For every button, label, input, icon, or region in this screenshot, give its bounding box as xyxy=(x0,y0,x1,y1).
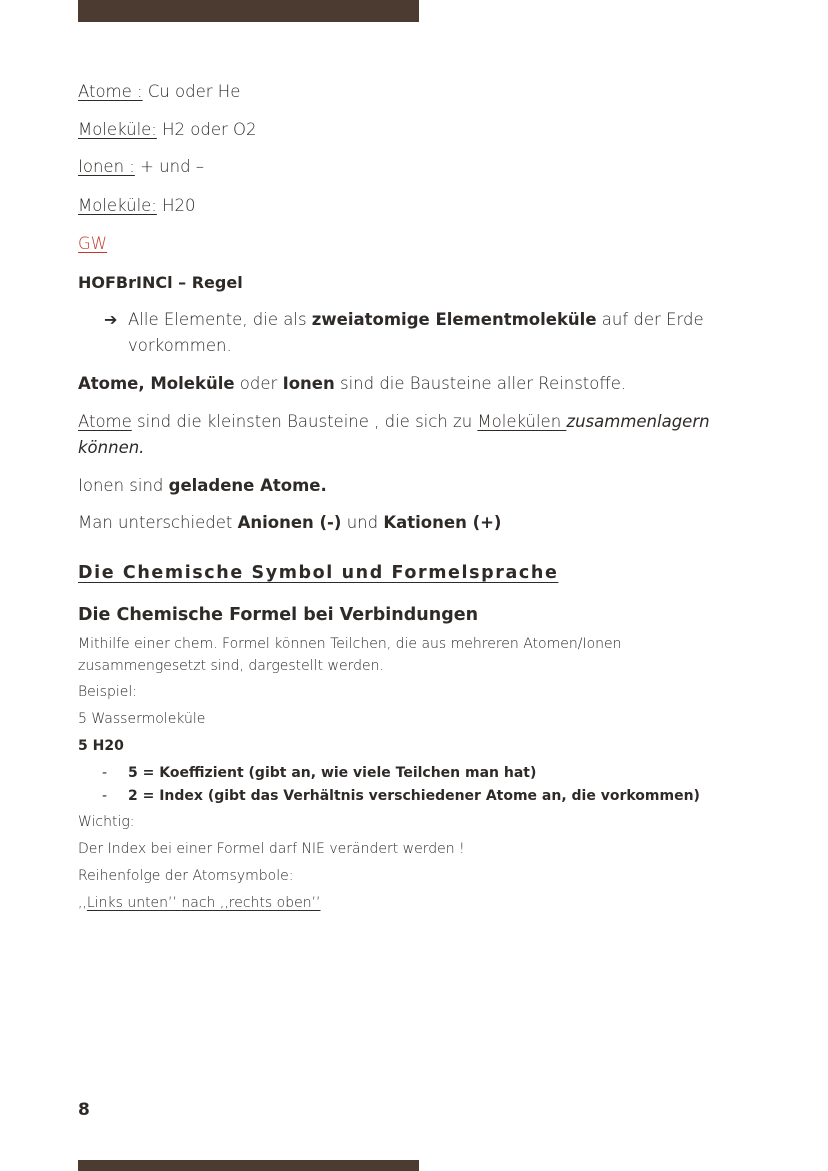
index-note: Der Index bei einer Formel darf NIE verändert werden ! xyxy=(78,841,465,857)
formula-example: 5 H20 xyxy=(78,738,124,754)
atome-sentence-line2: können. xyxy=(78,438,145,457)
formula-description-line2: zusammengesetzt sind, dargestellt werden. xyxy=(78,658,384,674)
arrow-statement-line1: Alle Elemente, die als zweiatomige Elementmoleküle auf der Erde xyxy=(128,310,704,329)
bausteine-sentence: Atome, Moleküle oder Ionen sind die Bausteine aller Reinstoffe. xyxy=(78,374,627,393)
definition-molekuele: Moleküle: H2 oder O2 xyxy=(78,120,257,139)
formula-description-line1: Mithilfe einer chem. Formel können Teilchen, die aus mehreren Atomen/Ionen xyxy=(78,636,622,652)
section-heading: Die Chemische Symbol und Formelsprache xyxy=(78,563,559,583)
arrow-statement-line2: vorkommen. xyxy=(128,336,232,355)
example-text: 5 Wassermoleküle xyxy=(78,711,206,727)
page-number: 8 xyxy=(78,1100,90,1120)
subsection-heading: Die Chemische Formel bei Verbindungen xyxy=(78,605,479,625)
header-bar xyxy=(78,0,419,22)
bullet-koeffizient: 5 = Koeffizient (gibt an, wie viele Teilchen man hat) xyxy=(128,765,537,781)
bullet-index: 2 = Index (gibt das Verhältnis verschiedener Atome an, die vorkommen) xyxy=(128,788,700,804)
footer-bar xyxy=(78,1160,419,1171)
beispiel-label: Beispiel: xyxy=(78,684,137,700)
reihenfolge-rule: ,,Links unten’’ nach ,,rechts oben’’ xyxy=(78,895,321,911)
bullet-dash: - xyxy=(102,788,108,804)
anionen-kationen-sentence: Man unterschiedet Anionen (-) und Kationen (+) xyxy=(78,513,502,532)
bullet-dash: - xyxy=(102,765,108,781)
definition-ionen: Ionen : + und – xyxy=(78,157,205,176)
reihenfolge-label: Reihenfolge der Atomsymbole: xyxy=(78,868,294,884)
gw-label: GW xyxy=(78,234,108,253)
wichtig-label: Wichtig: xyxy=(78,814,135,830)
atome-sentence-line1: Atome sind die kleinsten Bausteine , die sich zu Molekülen zusammenlagern xyxy=(78,412,710,431)
rule-title: HOFBrINCl – Regel xyxy=(78,273,243,292)
definition-molekuele-2: Moleküle: H20 xyxy=(78,196,196,215)
ionen-sentence: Ionen sind geladene Atome. xyxy=(78,476,327,495)
definition-atome: Atome : Cu oder He xyxy=(78,82,241,101)
arrow-right-icon: ➔ xyxy=(104,310,118,329)
